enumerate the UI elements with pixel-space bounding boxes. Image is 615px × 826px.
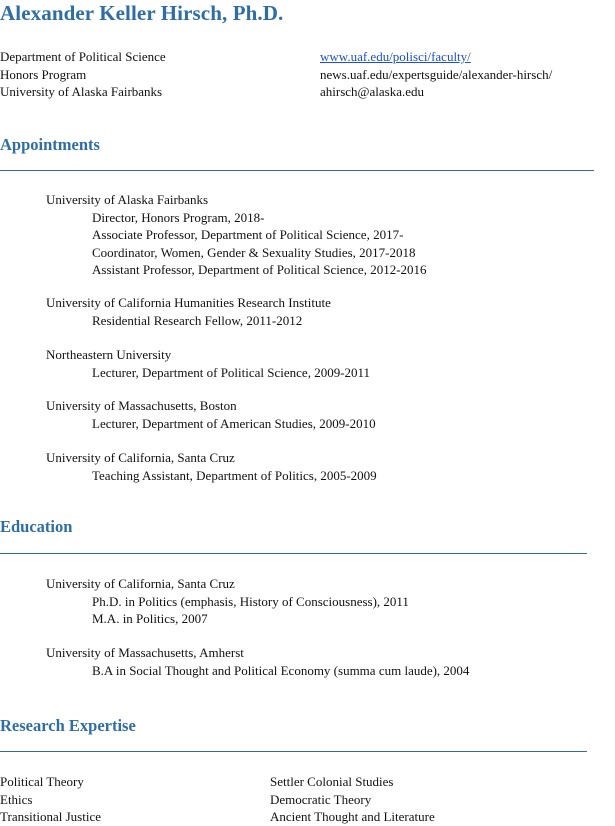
expertise-column-right bbox=[270, 773, 435, 826]
website-link[interactable]: www.uaf.edu/polisci/faculty/ bbox=[320, 49, 471, 64]
entry-org: University of California, Santa Cruz bbox=[46, 450, 235, 465]
expertise-item: Settler Colonial Studies bbox=[270, 774, 394, 789]
appointments-rule bbox=[0, 170, 594, 171]
entry-role: Teaching Assistant, Department of Politics, 2005-2009 bbox=[92, 467, 377, 483]
appointments-heading: Appointments bbox=[0, 135, 100, 154]
expertise-item: Ethics bbox=[0, 791, 33, 807]
research-rule bbox=[0, 751, 587, 752]
education-entry bbox=[46, 644, 469, 679]
entry-org: University of Alaska Fairbanks bbox=[46, 192, 209, 207]
experts-guide-url: news.uaf.edu/expertsguide/alexander-hirsch/ bbox=[320, 66, 553, 82]
research-heading: Research Expertise bbox=[0, 716, 136, 735]
entry-org: University of California, Santa Cruz bbox=[46, 576, 235, 591]
department-line: Department of Political Science bbox=[0, 49, 166, 64]
entry-role: Coordinator, Women, Gender & Sexuality Studies, 2017-2018 bbox=[92, 244, 416, 260]
expertise-column-left bbox=[0, 773, 101, 826]
entry-org: University of Massachusetts, Boston bbox=[46, 398, 237, 413]
entry-degree: B.A in Social Thought and Political Economy (summa cum laude), 2004 bbox=[92, 662, 470, 678]
program-line: Honors Program bbox=[0, 66, 87, 82]
expertise-item: Ancient Thought and Literature bbox=[270, 809, 435, 824]
entry-degree: Ph.D. in Politics (emphasis, History of Consciousness), 2011 bbox=[92, 593, 409, 609]
appointment-entry bbox=[46, 294, 331, 329]
appointment-entry bbox=[46, 346, 370, 381]
entry-role: Associate Professor, Department of Political Science, 2017- bbox=[92, 227, 404, 242]
affiliation-block bbox=[0, 48, 166, 101]
education-rule bbox=[0, 553, 587, 554]
email-address: ahirsch@alaska.edu bbox=[320, 84, 425, 99]
entry-degree: M.A. in Politics, 2007 bbox=[92, 611, 208, 626]
expertise-item: Democratic Theory bbox=[270, 791, 372, 807]
entry-role: Residential Research Fellow, 2011-2012 bbox=[92, 312, 303, 328]
expertise-item: Political Theory bbox=[0, 774, 84, 789]
appointment-entry bbox=[46, 449, 377, 484]
entry-role: Director, Honors Program, 2018- bbox=[92, 209, 265, 225]
university-line: University of Alaska Fairbanks bbox=[0, 84, 163, 99]
expertise-item: Transitional Justice bbox=[0, 809, 101, 824]
entry-org: University of Massachusetts, Amherst bbox=[46, 645, 244, 660]
education-heading: Education bbox=[0, 517, 73, 536]
entry-org: University of California Humanities Research Institute bbox=[46, 295, 331, 310]
cv-name: Alexander Keller Hirsch, Ph.D. bbox=[0, 1, 284, 25]
entry-org: Northeastern University bbox=[46, 347, 172, 362]
entry-role: Lecturer, Department of Political Science, 2009-2011 bbox=[92, 364, 371, 380]
appointment-entry bbox=[46, 191, 427, 279]
contact-block bbox=[320, 48, 552, 101]
appointment-entry bbox=[46, 397, 376, 432]
education-entry bbox=[46, 575, 409, 628]
entry-role: Assistant Professor, Department of Political Science, 2012-2016 bbox=[92, 262, 427, 277]
entry-role: Lecturer, Department of American Studies, 2009-2010 bbox=[92, 415, 376, 431]
